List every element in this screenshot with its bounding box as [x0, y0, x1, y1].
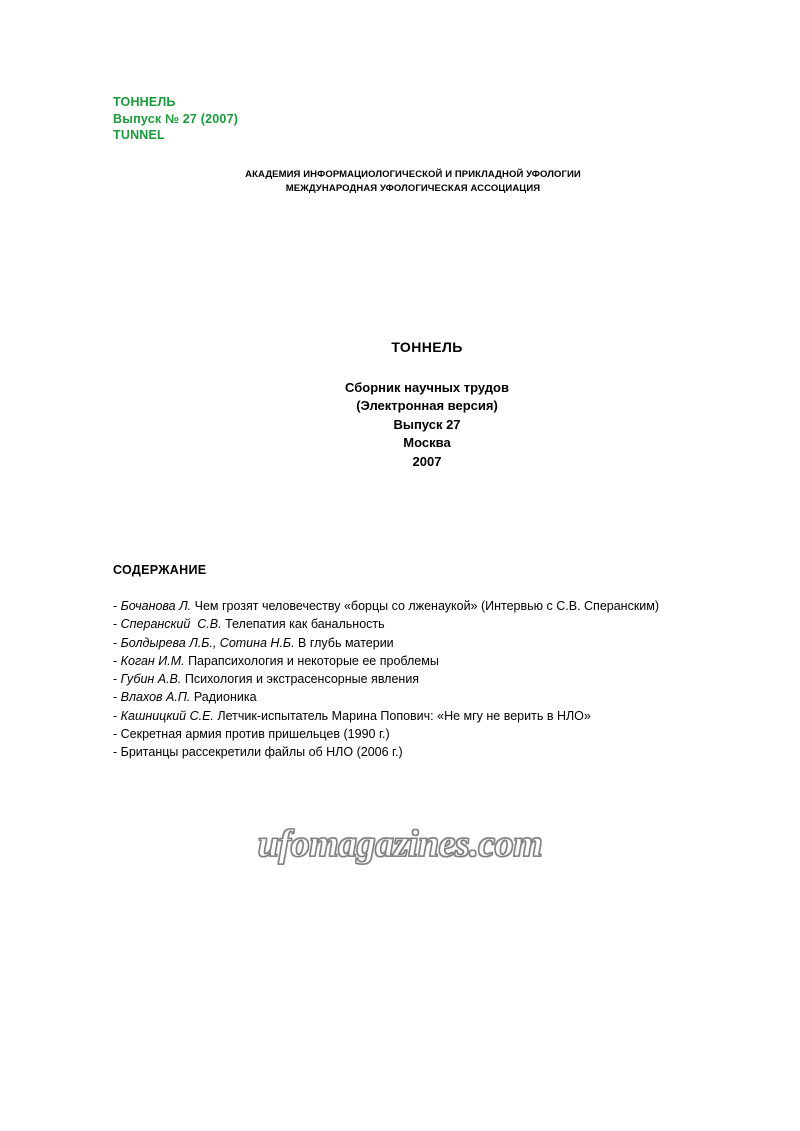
list-item-author: Болдырева Л.Б., Сотина Н.Б. — [120, 635, 295, 650]
list-bullet: - — [113, 726, 121, 741]
title-block — [113, 339, 741, 471]
list-item-author: Коган И.М. — [120, 653, 185, 668]
list-bullet: - — [113, 708, 121, 723]
list-item — [113, 670, 713, 688]
masthead-title-ru: ТОННЕЛЬ — [113, 95, 176, 109]
list-item-title: В глубь материи — [294, 635, 394, 650]
title-subblock — [113, 379, 741, 471]
masthead — [113, 94, 238, 144]
list-item — [113, 725, 713, 743]
subtitle-edition: (Электронная версия) — [356, 398, 498, 414]
list-item — [113, 597, 713, 615]
list-bullet: - — [113, 690, 121, 705]
list-item-title: Британцы рассекретили файлы об НЛО (2006 г.) — [120, 745, 403, 759]
list-bullet: - — [113, 617, 121, 632]
list-item-title: Парапсихология и некоторые ее проблемы — [184, 653, 439, 668]
list-item-author: Губин А.В. — [120, 672, 182, 686]
masthead-title-en: TUNNEL — [113, 128, 165, 142]
masthead-issue: Выпуск № 27 (2007) — [113, 111, 239, 126]
list-bullet: - — [113, 599, 121, 613]
list-bullet: - — [113, 653, 121, 668]
subtitle-year: 2007 — [412, 453, 442, 469]
contents-list — [113, 597, 713, 761]
list-item — [113, 688, 713, 706]
list-item — [113, 743, 713, 761]
list-item-title: Летчик-испытатель Марина Попович: «Не мгу не верить в НЛО» — [213, 708, 591, 723]
list-item-author: Сперанский С.В. — [120, 617, 222, 632]
list-item — [113, 652, 713, 670]
list-item-title: Чем грозят человечеству «борцы со лженаукой» (Интервью с С.В. Сперанским) — [191, 599, 660, 613]
list-item-title: Радионика — [190, 690, 257, 705]
list-item-author: Бочанова Л. — [120, 599, 192, 613]
list-bullet: - — [113, 745, 121, 759]
subtitle-collection: Сборник научных трудов — [345, 380, 509, 395]
publisher-line-association: МЕЖДУНАРОДНАЯ УФОЛОГИЧЕСКАЯ АССОЦИАЦИЯ — [285, 182, 541, 194]
list-item-title: Психология и экстрасенсорные явления — [181, 672, 420, 686]
subtitle-issue: Выпуск 27 — [393, 416, 461, 432]
publisher-line-academy: АКАДЕМИЯ ИНФОРМАЦИОЛОГИЧЕСКОЙ И ПРИКЛАДНОЙ УФОЛОГИИ — [245, 169, 581, 180]
list-item-author: Кашницкий С.Е. — [120, 708, 214, 723]
list-bullet: - — [113, 635, 121, 650]
subtitle-city: Москва — [403, 435, 451, 451]
publisher-block — [113, 168, 713, 196]
list-item-author: Влахов А.П. — [120, 690, 191, 705]
list-item-title: Секретная армия против пришельцев (1990 г.) — [120, 726, 390, 741]
list-item — [113, 634, 713, 652]
page-title: ТОННЕЛЬ — [391, 339, 463, 355]
list-bullet: - — [113, 672, 121, 686]
list-item — [113, 707, 713, 725]
list-item — [113, 615, 713, 633]
watermark: ufomagazines.com — [257, 823, 543, 865]
contents-heading: СОДЕРЖАНИЕ — [113, 563, 207, 577]
list-item-title: Телепатия как банальность — [221, 617, 385, 632]
